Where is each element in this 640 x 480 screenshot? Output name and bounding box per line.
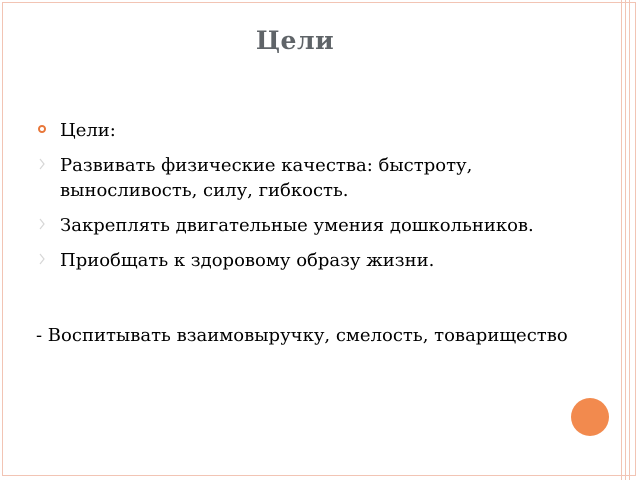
footer-content bbox=[36, 323, 576, 358]
slide-title: Цели bbox=[255, 26, 335, 55]
bullet-item-goals bbox=[36, 118, 576, 143]
checkmark-bullet-icon bbox=[39, 253, 46, 265]
ring-bullet-icon bbox=[38, 125, 46, 133]
bullet-text: Приобщать к здоровому образу жизни. bbox=[60, 250, 435, 271]
right-stripe-2 bbox=[625, 0, 626, 480]
bullet-text: Цели: bbox=[60, 120, 116, 141]
footer-text: - Воспитывать взаимовыручку, смелость, товарищество bbox=[36, 325, 568, 346]
slide-content bbox=[36, 118, 576, 283]
checkmark-bullet-icon bbox=[39, 158, 46, 170]
checkmark-bullet-icon bbox=[39, 218, 46, 230]
orange-circle-icon bbox=[571, 398, 609, 436]
bullet-item-reinforce bbox=[36, 213, 576, 238]
bullet-text: Развивать физические качества: быстроту, выносливость, силу, гибкость. bbox=[60, 155, 473, 201]
bullet-item-develop bbox=[36, 153, 576, 203]
bullet-item-healthy bbox=[36, 248, 576, 273]
right-stripe-1 bbox=[621, 0, 622, 480]
bullet-text: Закреплять двигательные умения дошкольников. bbox=[60, 215, 534, 236]
right-stripe-3 bbox=[629, 0, 630, 480]
